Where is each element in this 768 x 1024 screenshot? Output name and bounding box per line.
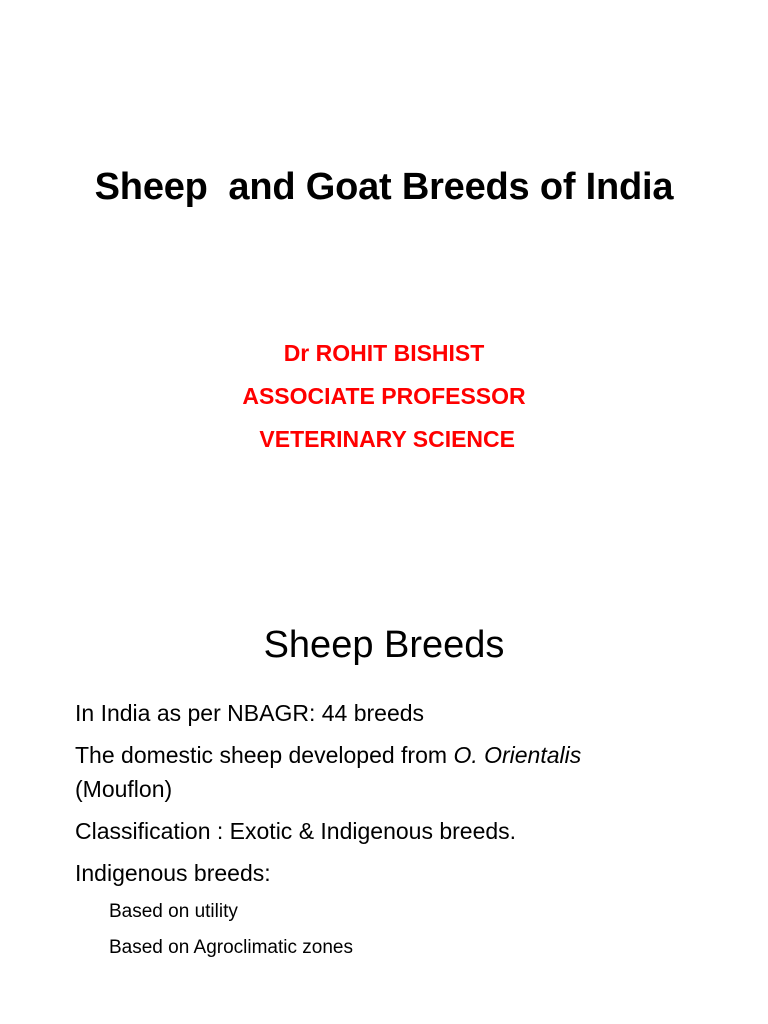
bullet-text: The domestic sheep developed from — [75, 742, 454, 768]
bullet-list — [75, 696, 715, 974]
bullet-text-continued: (Mouflon) — [75, 776, 173, 802]
bullet-item — [75, 738, 715, 806]
slide-title: Sheep Breeds — [263, 624, 505, 666]
author-position: ASSOCIATE PROFESSOR — [242, 383, 526, 409]
sub-bullet-list — [109, 894, 715, 966]
sub-bullet-item: Based on utility — [109, 901, 238, 922]
bullet-item: Classification : Exotic & Indigenous breeds. — [75, 818, 517, 844]
author-department: VETERINARY SCIENCE — [253, 426, 515, 452]
bullet-item: In India as per NBAGR: 44 breeds — [75, 700, 425, 726]
bullet-item — [75, 856, 715, 966]
bullet-text: Indigenous breeds: — [75, 860, 271, 886]
sub-bullet-item: Based on Agroclimatic zones — [109, 937, 353, 958]
species-name: O. Orientalis — [453, 742, 582, 768]
author-name: Dr ROHIT BISHIST — [283, 340, 485, 366]
sheep-breeds-slide — [0, 600, 768, 1024]
author-info — [0, 332, 768, 461]
presentation-title: Sheep and Goat Breeds of India — [94, 166, 674, 208]
